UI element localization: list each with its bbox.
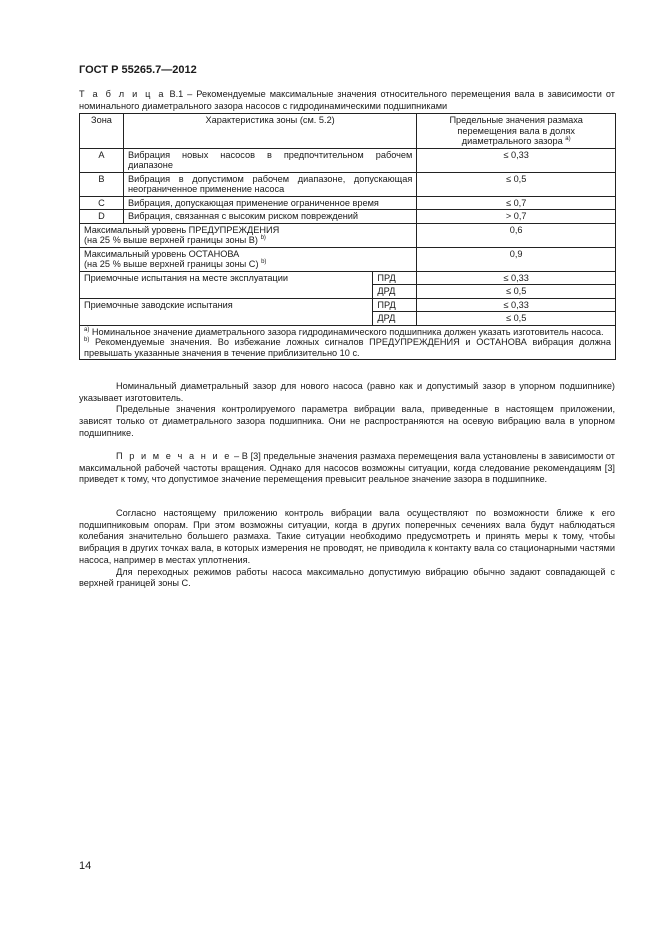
test-value: ≤ 0,5 (417, 285, 616, 299)
zone-value: ≤ 0,5 (417, 172, 616, 196)
caption-text: В.1 – Рекомендуемые максимальные значения относительного перемещения вала в зависимости от номинального диаметрального зазора насосов с гидродинамическими подшипниками (79, 89, 615, 111)
warning-level-row (80, 223, 616, 247)
paragraph: Номинальный диаметральный зазор для нового насоса (равно как и допустимый зазор в упорном подшипнике) указывает изготовитель. (79, 381, 615, 403)
header-limit: Предельные значения размаха перемещения вала в долях диаметрального зазора $^{а)}$ (417, 114, 616, 149)
note-paragraph (79, 451, 615, 486)
zone-value: ≤ 0,33 (417, 148, 616, 172)
body-paragraphs-1 (79, 381, 615, 440)
table-row (80, 210, 616, 224)
vibration-limits-table (79, 113, 616, 360)
note-prefix: П р и м е ч а н и е (116, 451, 232, 461)
note-text: – В [3] предельные значения размаха перемещения вала установлены в зависимости от максимальной рабочей частоты вращения. Однако для насосов возможны ситуации, когда следование рекомендациям [3] приведет к тому, что допустимое значение перемещения превысит реальное значение зазора в подшипнике. (79, 451, 615, 485)
header-zone: Зона (80, 114, 124, 149)
test-type: ДРД (373, 285, 417, 299)
table-row (80, 196, 616, 210)
factory-test-row (80, 298, 616, 312)
zone-description: Вибрация новых насосов в предпочтительном рабочем диапазоне (123, 148, 416, 172)
test-type: ПРД (373, 298, 417, 312)
stop-level-label: Максимальный уровень ОСТАНОВА (на 25 % выше верхней границы зоны C) $^{b)}$ (80, 247, 417, 271)
test-type: ПРД (373, 271, 417, 285)
caption-prefix: Т а б л и ц а (79, 89, 166, 99)
footnote-a: $^{а)}$ Номинальное значение диаметрального зазора гидродинамического подшипника должен указать изготовитель насоса. (84, 326, 604, 337)
warning-level-value: 0,6 (417, 223, 616, 247)
site-test-row (80, 271, 616, 285)
zone-value: > 0,7 (417, 210, 616, 224)
zone-cell: D (80, 210, 124, 224)
table-footnotes-row (80, 325, 616, 360)
stop-level-row (80, 247, 616, 271)
header-characteristic: Характеристика зоны (см. 5.2) (123, 114, 416, 149)
zone-description: Вибрация, допускающая применение ограниченное время (123, 196, 416, 210)
table-footnotes (80, 325, 616, 360)
table-caption (79, 89, 615, 112)
paragraph: Предельные значения контролируемого параметра вибрации вала, приведенные в настоящем приложении, зависят только от диаметрального зазора подшипника. Они не распространяются на осевую вибрацию вала в упорном подшипнике. (79, 404, 615, 438)
body-paragraphs-2 (79, 508, 615, 590)
footnote-b: $^{b)}$ Рекомендуемые значения. Во избежание ложных сигналов ПРЕДУПРЕЖДЕНИЯ и ОСТАНОВА вибрация должна превышать указанные значения в течение приблизительно 10 с. (84, 337, 611, 358)
document-header: ГОСТ Р 55265.7—2012 (79, 64, 197, 76)
table-header-row (80, 114, 616, 149)
zone-cell: C (80, 196, 124, 210)
table-row (80, 172, 616, 196)
paragraph: Согласно настоящему приложению контроль вибрации вала осуществляют по возможности ближе к его подшипниковым опорам. При этом возможны ситуации, когда в других поперечных сечениях вала будут наблюдаться колебания значительно большего размаха. Такие ситуации необходимо предусмотреть и принять меры к тому, чтобы вибрация в других точках вала, в которых измерения не проводят, не приводила к контакту вала со стационарными частями насоса, например в местах уплотнения. (79, 508, 615, 565)
zone-cell: B (80, 172, 124, 196)
test-value: ≤ 0,33 (417, 298, 616, 312)
test-value: ≤ 0,5 (417, 312, 616, 326)
test-type: ДРД (373, 312, 417, 326)
site-test-label: Приемочные испытания на месте эксплуатации (80, 271, 373, 298)
zone-value: ≤ 0,7 (417, 196, 616, 210)
paragraph: Для переходных режимов работы насоса максимально допустимую вибрацию обычно задают совпадающей с верхней границей зоны C. (79, 566, 615, 589)
page-number: 14 (79, 860, 92, 872)
zone-cell: A (80, 148, 124, 172)
zone-description: Вибрация, связанная с высоким риском повреждений (123, 210, 416, 224)
warning-level-label: Максимальный уровень ПРЕДУПРЕЖДЕНИЯ (на 25 % выше верхней границы зоны B) $^{b)}$ (80, 223, 417, 247)
table-row (80, 148, 616, 172)
stop-level-value: 0,9 (417, 247, 616, 271)
test-value: ≤ 0,33 (417, 271, 616, 285)
zone-description: Вибрация в допустимом рабочем диапазоне, допускающая неограниченное применение насоса (123, 172, 416, 196)
factory-test-label: Приемочные заводские испытания (80, 298, 373, 325)
